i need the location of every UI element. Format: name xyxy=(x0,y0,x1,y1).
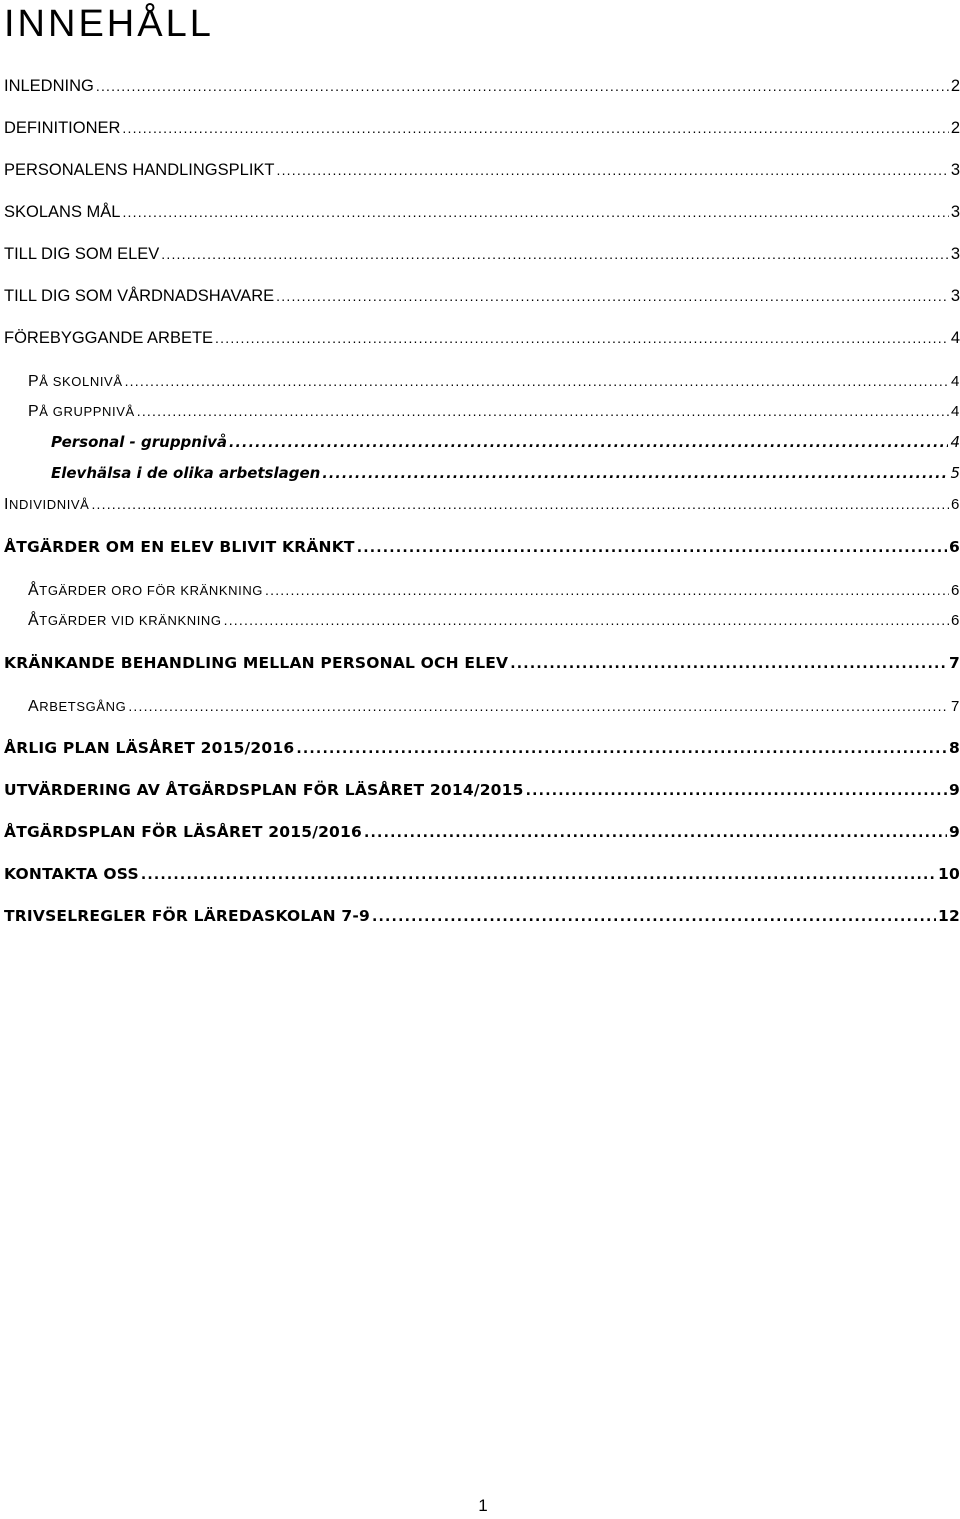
toc-entry-label: KONTAKTA OSS xyxy=(4,865,139,883)
toc-entry-individniva[interactable] xyxy=(4,491,960,517)
toc-entry-label: PÅ SKOLNIVÅ xyxy=(28,373,123,390)
toc-entry-page: 9 xyxy=(949,781,960,799)
toc-entry-definitioner[interactable] xyxy=(4,115,960,141)
dot-leader xyxy=(276,283,949,309)
toc-entry-label: ÅRLIG PLAN LÄSÅRET 2015/2016 xyxy=(4,739,295,757)
dot-leader xyxy=(161,241,949,267)
toc-entry-krankande-behandling[interactable] xyxy=(4,650,960,676)
toc-entry-label: PÅ GRUPPNIVÅ xyxy=(28,403,135,420)
dot-leader xyxy=(137,398,949,424)
toc-entry-forebyggande-arbete[interactable] xyxy=(4,325,960,351)
dot-leader xyxy=(526,778,947,803)
toc-entry-inledning[interactable] xyxy=(4,73,960,99)
page-title: INNEHÅLL xyxy=(4,3,214,45)
dot-leader xyxy=(125,368,949,394)
dot-leader xyxy=(372,904,936,929)
toc-entry-page: 4 xyxy=(951,373,960,390)
toc-entry-page: 4 xyxy=(951,403,960,420)
toc-entry-page: 8 xyxy=(949,739,960,757)
toc-entry-page: 3 xyxy=(950,203,960,221)
toc-entry-page: 9 xyxy=(949,823,960,841)
toc-entry-page: 7 xyxy=(949,654,960,672)
toc-entry-label: ÅTGÄRDER VID KRÄNKNING xyxy=(28,612,222,629)
toc-entry-label: SKOLANS MÅL xyxy=(4,203,121,221)
toc-entry-elevhalsa[interactable] xyxy=(51,460,960,486)
dot-leader xyxy=(122,199,948,225)
toc-entry-till-dig-som-elev[interactable] xyxy=(4,241,960,267)
toc-entry-page: 2 xyxy=(950,119,960,137)
toc-entry-label: TILL DIG SOM VÅRDNADSHAVARE xyxy=(4,287,275,305)
dot-leader xyxy=(224,607,949,633)
toc-entry-page: 6 xyxy=(951,612,960,629)
toc-entry-label: ÅTGÄRDER OM EN ELEV BLIVIT KRÄNKT xyxy=(4,538,355,556)
toc-entry-page: 5 xyxy=(950,464,960,482)
toc-entry-page: 6 xyxy=(949,538,960,556)
toc-entry-label: DEFINITIONER xyxy=(4,119,121,137)
toc-entry-utvardering[interactable] xyxy=(4,777,960,803)
dot-leader xyxy=(229,430,948,455)
toc-entry-page: 2 xyxy=(950,77,960,95)
dot-leader xyxy=(357,535,947,560)
toc-entry-trivselregler[interactable] xyxy=(4,903,960,929)
toc-entry-label: TRIVSELREGLER FÖR LÄREDASKOLAN 7-9 xyxy=(4,907,370,925)
toc-entry-atgarder-oro[interactable] xyxy=(28,577,960,603)
toc-entry-skolans-mal[interactable] xyxy=(4,199,960,225)
dot-leader xyxy=(364,820,947,845)
toc-entry-label: ÅTGÄRDER ORO FÖR KRÄNKNING xyxy=(28,582,264,599)
toc-entry-kontakta-oss[interactable] xyxy=(4,861,960,887)
dot-leader xyxy=(296,736,947,761)
toc-entry-label: UTVÄRDERING AV ÅTGÄRDSPLAN FÖR LÄSÅRET 2014/2015 xyxy=(4,781,524,799)
dot-leader xyxy=(96,73,949,99)
dot-leader xyxy=(122,115,948,141)
toc-entry-till-dig-som-vardnadshavare[interactable] xyxy=(4,283,960,309)
toc-entry-label: FÖREBYGGANDE ARBETE xyxy=(4,329,214,347)
toc-entry-label: KRÄNKANDE BEHANDLING MELLAN PERSONAL OCH ELEV xyxy=(4,654,509,672)
toc-entry-page: 3 xyxy=(950,287,960,305)
toc-entry-label: Personal - gruppnivå xyxy=(51,433,228,451)
toc-entry-page: 4 xyxy=(950,433,960,451)
toc-entry-page: 6 xyxy=(951,496,960,513)
toc-entry-arbetsgang[interactable] xyxy=(28,693,960,719)
toc-entry-arlig-plan[interactable] xyxy=(4,735,960,761)
toc-entry-label: ARBETSGÅNG xyxy=(28,698,127,715)
toc-entry-page: 12 xyxy=(938,907,960,925)
toc-entry-atgardsplan[interactable] xyxy=(4,819,960,845)
toc-entry-atgarder-om-en-elev[interactable] xyxy=(4,534,960,560)
toc-entry-label: PERSONALENS HANDLINGSPLIKT xyxy=(4,161,275,179)
toc-entry-page: 7 xyxy=(951,698,960,715)
toc-entry-label: INLEDNING xyxy=(4,77,94,95)
dot-leader xyxy=(265,577,949,603)
toc-entry-page: 3 xyxy=(950,245,960,263)
dot-leader xyxy=(322,461,948,486)
dot-leader xyxy=(510,651,947,676)
dot-leader xyxy=(91,491,949,517)
dot-leader xyxy=(215,325,949,351)
dot-leader xyxy=(128,693,949,719)
toc-entry-label: TILL DIG SOM ELEV xyxy=(4,245,160,263)
toc-entry-pa-gruppniva[interactable] xyxy=(28,398,960,424)
toc-entry-label: Elevhälsa i de olika arbetslagen xyxy=(51,464,321,482)
toc-entry-pa-skolniva[interactable] xyxy=(28,368,960,394)
toc-entry-atgarder-vid[interactable] xyxy=(28,607,960,633)
toc-entry-page: 6 xyxy=(951,582,960,599)
dot-leader xyxy=(141,862,936,887)
toc-entry-label: INDIVIDNIVÅ xyxy=(4,496,90,513)
toc-entry-page: 10 xyxy=(938,865,960,883)
toc-entry-personalens-handlingsplikt[interactable] xyxy=(4,157,960,183)
toc-entry-personal-gruppniva[interactable] xyxy=(51,429,960,455)
toc-entry-page: 3 xyxy=(950,161,960,179)
toc-entry-page: 4 xyxy=(950,329,960,347)
dot-leader xyxy=(277,157,949,183)
page-number: 1 xyxy=(478,1496,488,1515)
toc-entry-label: ÅTGÄRDSPLAN FÖR LÄSÅRET 2015/2016 xyxy=(4,823,363,841)
